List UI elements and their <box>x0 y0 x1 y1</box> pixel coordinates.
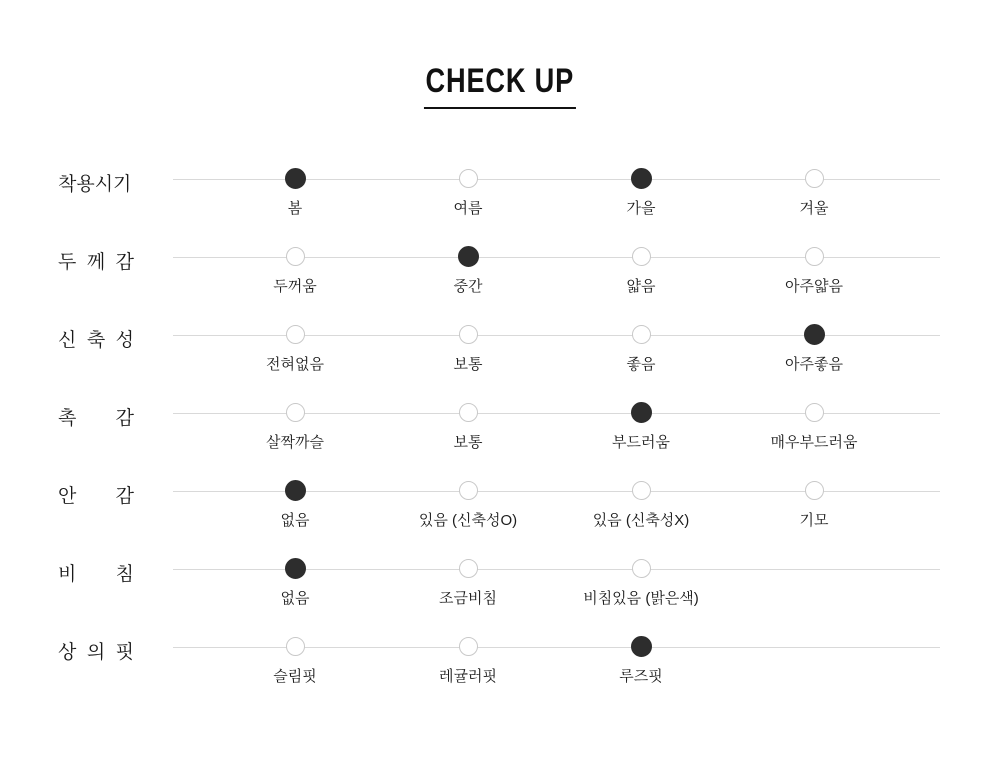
attribute-row-sheerness <box>0 548 1000 626</box>
attribute-label: 착용시기 <box>58 174 132 195</box>
option-dot-icon <box>632 481 651 500</box>
option-label: 아주얇음 <box>785 278 843 295</box>
option-label: 보통 <box>453 356 483 373</box>
option <box>381 637 555 686</box>
option-label: 부드러움 <box>612 434 670 451</box>
option-dot-icon <box>285 168 306 189</box>
option-dot-icon <box>285 558 306 579</box>
checkup-chart <box>0 158 1000 704</box>
attribute-label: 상 의 핏 <box>58 642 134 663</box>
option-label: 루즈핏 <box>619 668 663 685</box>
option <box>208 169 382 218</box>
option <box>554 247 728 296</box>
option <box>381 403 555 452</box>
option-label: 전혀없음 <box>266 356 324 373</box>
option-label: 가을 <box>626 200 656 217</box>
attribute-label: 안 감 <box>58 486 134 507</box>
option-label: 봄 <box>287 200 303 217</box>
attribute-label: 촉 감 <box>58 408 134 429</box>
option <box>381 169 555 218</box>
option <box>208 637 382 686</box>
option-label: 없음 <box>280 590 310 607</box>
option <box>554 169 728 218</box>
option-dot-icon <box>458 246 479 267</box>
attribute-row-elasticity <box>0 314 1000 392</box>
option-label: 중간 <box>453 278 483 295</box>
option-label: 보통 <box>453 434 483 451</box>
option <box>727 403 901 452</box>
option-label: 있음 (신축성X) <box>592 512 690 529</box>
option-dot-icon <box>286 637 305 656</box>
option-label: 두꺼움 <box>273 278 317 295</box>
option-label: 있음 (신축성O) <box>418 512 518 529</box>
option-label: 좋음 <box>626 356 656 373</box>
option <box>381 325 555 374</box>
attribute-row-wearing-season <box>0 158 1000 236</box>
option-label: 살짝까슬 <box>266 434 324 451</box>
option-label: 레귤러핏 <box>439 668 497 685</box>
option-dot-icon <box>286 325 305 344</box>
option <box>554 559 728 608</box>
option-label: 얇음 <box>626 278 656 295</box>
option-dot-icon <box>804 324 825 345</box>
option <box>381 481 555 530</box>
option-dot-icon <box>632 247 651 266</box>
option-dot-icon <box>632 559 651 578</box>
option <box>554 637 728 686</box>
option-dot-icon <box>459 637 478 656</box>
option-label: 기모 <box>799 512 829 529</box>
option-label: 비침있음 (밝은색) <box>583 590 699 607</box>
page-title: CHECK UP <box>424 62 576 109</box>
option <box>727 247 901 296</box>
option <box>208 559 382 608</box>
option-dot-icon <box>805 247 824 266</box>
option-label: 슬림핏 <box>273 668 317 685</box>
option <box>208 481 382 530</box>
attribute-row-touch <box>0 392 1000 470</box>
option-dot-icon <box>459 169 478 188</box>
option-label: 아주좋음 <box>785 356 843 373</box>
option <box>727 169 901 218</box>
attribute-label: 비 침 <box>58 564 134 585</box>
option <box>554 403 728 452</box>
option <box>554 481 728 530</box>
option <box>208 247 382 296</box>
option-dot-icon <box>632 325 651 344</box>
attribute-row-thickness <box>0 236 1000 314</box>
option-dot-icon <box>631 168 652 189</box>
option-dot-icon <box>805 403 824 422</box>
option <box>727 325 901 374</box>
option-dot-icon <box>631 402 652 423</box>
option-dot-icon <box>805 481 824 500</box>
option-dot-icon <box>459 325 478 344</box>
option <box>381 559 555 608</box>
option-dot-icon <box>631 636 652 657</box>
option-dot-icon <box>459 481 478 500</box>
attribute-row-top-fit <box>0 626 1000 704</box>
option-label: 매우부드러움 <box>770 434 858 451</box>
option-dot-icon <box>459 559 478 578</box>
option <box>727 481 901 530</box>
option-label: 없음 <box>280 512 310 529</box>
option-dot-icon <box>286 403 305 422</box>
attribute-label: 두 께 감 <box>58 252 134 273</box>
option-label: 조금비침 <box>439 590 497 607</box>
option-dot-icon <box>805 169 824 188</box>
attribute-row-lining <box>0 470 1000 548</box>
option <box>554 325 728 374</box>
option <box>208 325 382 374</box>
option-dot-icon <box>459 403 478 422</box>
option-dot-icon <box>286 247 305 266</box>
option-label: 겨울 <box>799 200 829 217</box>
attribute-label: 신 축 성 <box>58 330 134 351</box>
option-dot-icon <box>285 480 306 501</box>
option <box>208 403 382 452</box>
page-header <box>0 62 1000 109</box>
option-label: 여름 <box>453 200 483 217</box>
option <box>381 247 555 296</box>
